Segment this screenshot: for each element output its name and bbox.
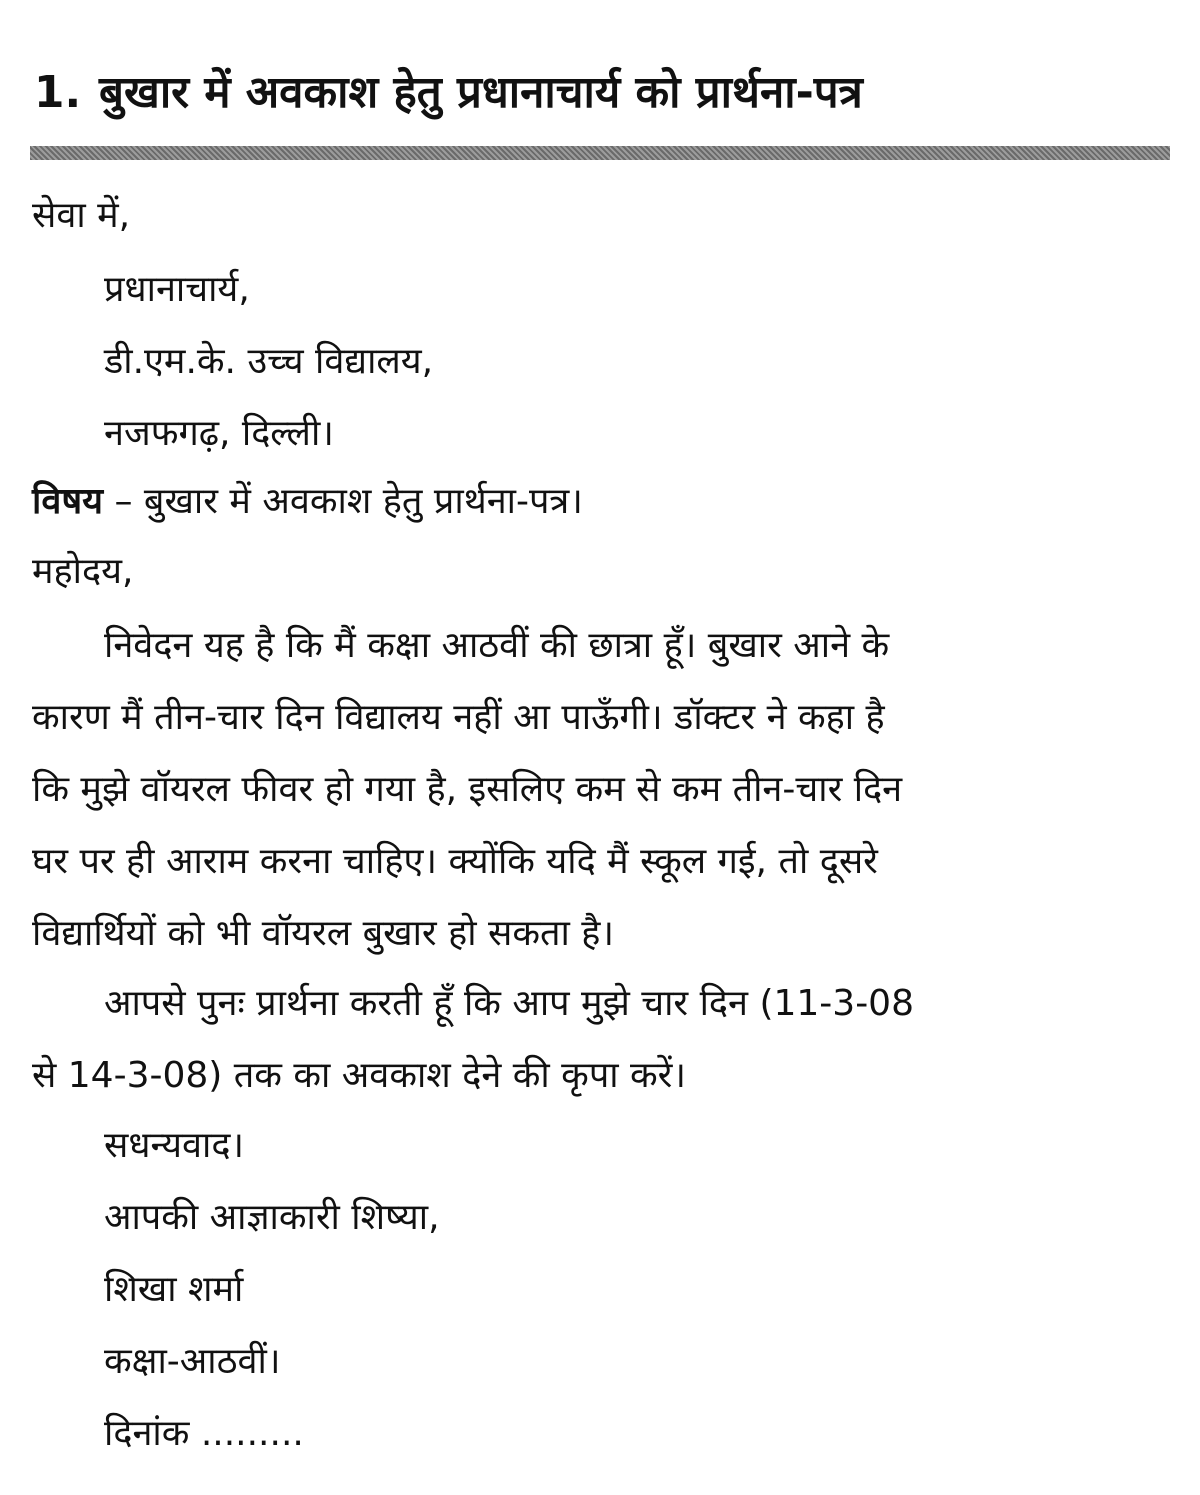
body-para1-line-4: घर पर ही आराम करना चाहिए। क्योंकि यदि मैं स्कूल गई, तो दूसरे <box>32 841 878 882</box>
body-para1-line-2: कारण मैं तीन-चार दिन विद्यालय नहीं आ पाऊँगी। डॉक्टर ने कहा है <box>32 697 885 738</box>
body-para2-line-1: आपसे पुनः प्रार्थना करती हूँ कि आप मुझे चार दिन (11-3-08 <box>104 983 914 1024</box>
subject-label: विषय <box>32 481 104 522</box>
title-underline <box>30 146 1170 160</box>
closing-thanks: सधन्यवाद। <box>104 1125 245 1166</box>
closing-class: कक्षा-आठवीं। <box>104 1341 281 1382</box>
body-para1-line-1: निवेदन यह है कि मैं कक्षा आठवीं की छात्रा हूँ। बुखार आने के <box>104 625 890 666</box>
title-text: बुखार में अवकाश हेतु प्रधानाचार्य को प्रार्थना-पत्र <box>99 67 863 118</box>
page-title <box>34 58 1168 128</box>
address-line-1: प्रधानाचार्य, <box>104 269 250 310</box>
closing-sign-off: आपकी आज्ञाकारी शिष्या, <box>104 1197 440 1238</box>
subject-text: – बुखार में अवकाश हेतु प्रार्थना-पत्र। <box>103 481 583 522</box>
body-para2-line-2: से 14-3-08) तक का अवकाश देने की कृपा करें। <box>32 1055 687 1096</box>
body-para1-line-3: कि मुझे वॉयरल फीवर हो गया है, इसलिए कम से कम तीन-चार दिन <box>32 769 903 810</box>
greeting: महोदय, <box>32 551 134 592</box>
address-line-3: नजफगढ़, दिल्ली। <box>104 413 334 454</box>
closing-name: शिखा शर्मा <box>104 1269 244 1310</box>
subject-line <box>32 474 583 530</box>
salutation-to: सेवा में, <box>32 195 131 236</box>
closing-date: दिनांक ......... <box>104 1413 304 1454</box>
address-line-2: डी.एम.के. उच्च विद्यालय, <box>104 341 434 382</box>
title-number: 1. <box>34 67 82 118</box>
body-para1-line-5: विद्यार्थियों को भी वॉयरल बुखार हो सकता है। <box>32 913 615 954</box>
